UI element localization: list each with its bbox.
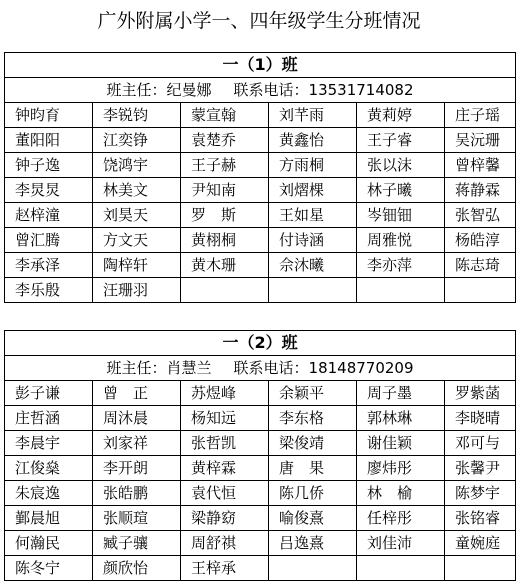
student-name-cell: 陈梦宇	[445, 481, 516, 506]
student-name-cell: 曾汇腾	[5, 228, 93, 253]
student-name-cell: 陶梓轩	[93, 253, 181, 278]
student-row	[5, 103, 516, 128]
teacher-name: 肖慧兰	[166, 359, 212, 377]
student-row	[5, 406, 516, 431]
student-name-cell: 王如星	[269, 203, 357, 228]
student-name-cell: 喻俊熹	[269, 506, 357, 531]
teacher-info	[5, 356, 516, 381]
student-name-cell: 李乐殷	[5, 278, 93, 303]
student-name-cell: 臧子骧	[93, 531, 181, 556]
student-name-cell: 李开朗	[93, 456, 181, 481]
student-name-cell: 唐 果	[269, 456, 357, 481]
student-row	[5, 203, 516, 228]
student-name-cell: 张智弘	[445, 203, 516, 228]
student-row	[5, 253, 516, 278]
teacher-info-row	[5, 356, 516, 381]
student-name-cell: 袁代恒	[181, 481, 269, 506]
student-name-cell: 邓可与	[445, 431, 516, 456]
student-name-cell: 曾梓馨	[445, 153, 516, 178]
student-name-cell: 童婉庭	[445, 531, 516, 556]
class-name: 一（2）班	[5, 331, 516, 356]
student-name-cell: 江奕铮	[93, 128, 181, 153]
student-name-cell: 刘芊雨	[269, 103, 357, 128]
student-name-cell: 尹知南	[181, 178, 269, 203]
student-name-cell: 方雨桐	[269, 153, 357, 178]
student-name-cell: 方文天	[93, 228, 181, 253]
student-name-cell: 袁楚乔	[181, 128, 269, 153]
student-row	[5, 481, 516, 506]
student-name-cell: 岑钿钿	[357, 203, 445, 228]
student-name-cell: 罗 斯	[181, 203, 269, 228]
student-name-cell: 黄栩桐	[181, 228, 269, 253]
class-2-table	[4, 330, 516, 581]
student-name-cell: 李亦萍	[357, 253, 445, 278]
teacher-name: 纪曼娜	[166, 81, 212, 99]
student-name-cell	[269, 278, 357, 303]
student-name-cell: 颜欣怡	[93, 556, 181, 581]
student-name-cell	[445, 278, 516, 303]
page-title: 广外附属小学一、四年级学生分班情况	[97, 10, 421, 32]
student-name-cell: 张皓鹏	[93, 481, 181, 506]
student-name-cell: 梁静窈	[181, 506, 269, 531]
student-name-cell: 张哲凯	[181, 431, 269, 456]
student-name-cell: 江俊燊	[5, 456, 93, 481]
student-name-cell: 佘沐曦	[269, 253, 357, 278]
student-name-cell: 张顺瑄	[93, 506, 181, 531]
student-name-cell: 鄞晨旭	[5, 506, 93, 531]
student-name-cell: 杨皓淳	[445, 228, 516, 253]
student-row	[5, 178, 516, 203]
student-name-cell: 周子墨	[357, 381, 445, 406]
student-row	[5, 456, 516, 481]
student-name-cell: 钟子逸	[5, 153, 93, 178]
student-name-cell: 刘家祥	[93, 431, 181, 456]
student-row	[5, 431, 516, 456]
student-name-cell: 罗紫菡	[445, 381, 516, 406]
student-name-cell: 林子曦	[357, 178, 445, 203]
student-name-cell: 饶鸿宇	[93, 153, 181, 178]
student-name-cell: 王子睿	[357, 128, 445, 153]
student-name-cell: 王子赫	[181, 153, 269, 178]
student-name-cell: 周舒祺	[181, 531, 269, 556]
student-name-cell: 任梓彤	[357, 506, 445, 531]
student-name-cell: 黄莉婷	[357, 103, 445, 128]
student-name-cell: 陈冬宁	[5, 556, 93, 581]
student-name-cell: 张铭睿	[445, 506, 516, 531]
student-name-cell: 何瀚民	[5, 531, 93, 556]
student-name-cell: 陈志琦	[445, 253, 516, 278]
student-name-cell: 庄子瑶	[445, 103, 516, 128]
student-name-cell: 钟昀育	[5, 103, 93, 128]
student-name-cell: 李承泽	[5, 253, 93, 278]
class-header-row	[5, 331, 516, 356]
student-name-cell: 梁俊靖	[269, 431, 357, 456]
phone-number: 18148770209	[308, 359, 414, 377]
student-name-cell: 蒋静霖	[445, 178, 516, 203]
student-name-cell: 刘昊天	[93, 203, 181, 228]
student-name-cell: 庄哲涵	[5, 406, 93, 431]
student-name-cell: 林 榆	[357, 481, 445, 506]
student-name-cell: 王梓承	[181, 556, 269, 581]
student-name-cell: 蒙宣翰	[181, 103, 269, 128]
student-name-cell: 谢佳颖	[357, 431, 445, 456]
student-name-cell: 周沐晨	[93, 406, 181, 431]
student-name-cell: 苏煜峰	[181, 381, 269, 406]
student-name-cell: 李锐钧	[93, 103, 181, 128]
phone-label: 联系电话：	[233, 359, 309, 377]
student-name-cell	[357, 278, 445, 303]
student-name-cell	[269, 556, 357, 581]
student-row	[5, 278, 516, 303]
student-name-cell: 刘熠棵	[269, 178, 357, 203]
student-name-cell: 周雅悦	[357, 228, 445, 253]
student-name-cell: 余颖平	[269, 381, 357, 406]
student-name-cell: 黄鑫怡	[269, 128, 357, 153]
student-row	[5, 506, 516, 531]
phone-number: 13531714082	[308, 81, 414, 99]
student-name-cell: 赵梓潼	[5, 203, 93, 228]
student-row	[5, 531, 516, 556]
student-name-cell: 郭林琳	[357, 406, 445, 431]
teacher-label: 班主任：	[106, 359, 167, 377]
teacher-info-row	[5, 78, 516, 103]
phone-label: 联系电话：	[233, 81, 309, 99]
student-row	[5, 556, 516, 581]
student-name-cell: 黄木珊	[181, 253, 269, 278]
student-name-cell	[357, 556, 445, 581]
student-name-cell: 汪珊羽	[93, 278, 181, 303]
student-row	[5, 381, 516, 406]
student-name-cell: 曾 正	[93, 381, 181, 406]
student-name-cell: 吴沅珊	[445, 128, 516, 153]
student-row	[5, 153, 516, 178]
student-row	[5, 228, 516, 253]
student-name-cell: 李晨宇	[5, 431, 93, 456]
student-name-cell	[445, 556, 516, 581]
student-row	[5, 128, 516, 153]
student-name-cell: 彭子谦	[5, 381, 93, 406]
teacher-info	[5, 78, 516, 103]
student-name-cell: 李晓晴	[445, 406, 516, 431]
student-name-cell: 刘佳沛	[357, 531, 445, 556]
student-name-cell: 董阳阳	[5, 128, 93, 153]
student-name-cell: 李炅炅	[5, 178, 93, 203]
student-name-cell: 廖炜彤	[357, 456, 445, 481]
class-name: 一（1）班	[5, 53, 516, 78]
student-name-cell: 陈几侨	[269, 481, 357, 506]
student-name-cell: 杨知远	[181, 406, 269, 431]
student-name-cell: 朱宸逸	[5, 481, 93, 506]
student-name-cell: 黄梓霖	[181, 456, 269, 481]
class-1-table	[4, 52, 516, 303]
student-name-cell: 张以沫	[357, 153, 445, 178]
student-name-cell: 张馨尹	[445, 456, 516, 481]
class-header-row	[5, 53, 516, 78]
student-name-cell	[181, 278, 269, 303]
student-name-cell: 付诗涵	[269, 228, 357, 253]
student-name-cell: 吕逸熹	[269, 531, 357, 556]
student-name-cell: 李东格	[269, 406, 357, 431]
teacher-label: 班主任：	[106, 81, 167, 99]
student-name-cell: 林美文	[93, 178, 181, 203]
